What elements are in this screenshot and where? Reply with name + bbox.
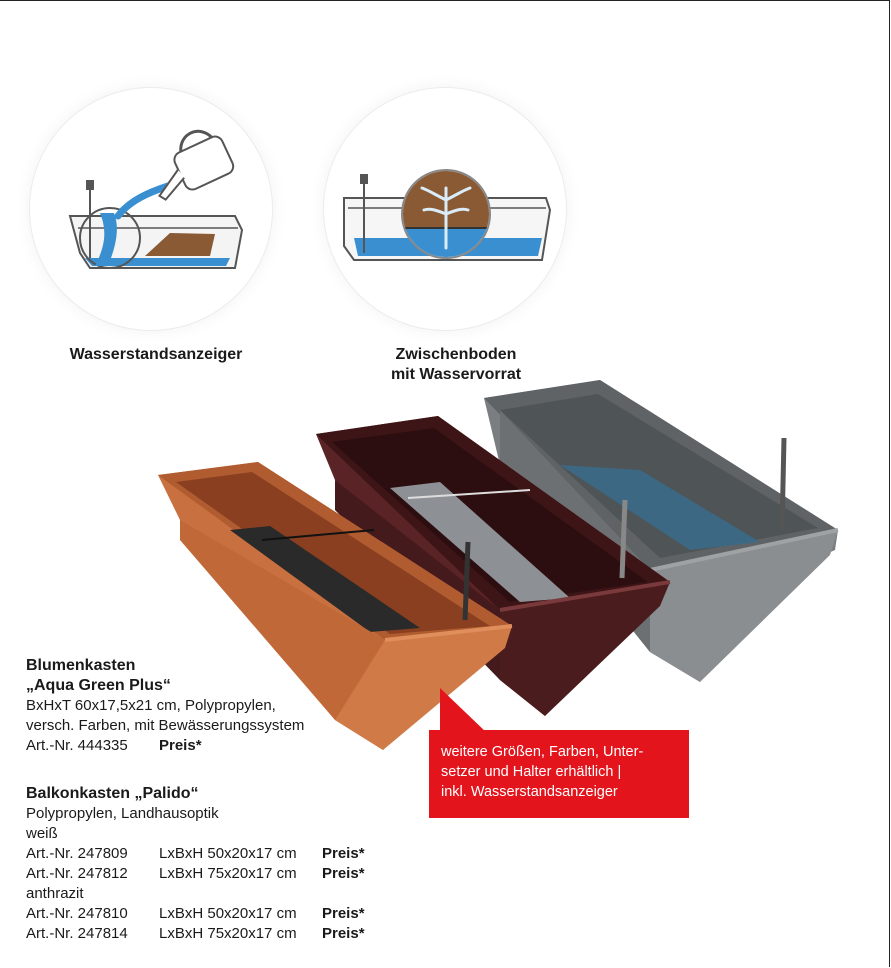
product2-color-anthracite: anthrazit	[26, 885, 84, 902]
product-palido	[26, 784, 365, 944]
variant-dims: LxBxH 75x20x17 cm	[159, 865, 297, 882]
info-badge-line1: weitere Größen, Farben, Unter-	[441, 744, 644, 760]
product1-name: „Aqua Green Plus“	[26, 677, 171, 694]
variant-dims: LxBxH 50x20x17 cm	[159, 845, 297, 862]
variant-price: Preis*	[322, 925, 365, 942]
product2-color-white: weiß	[26, 825, 58, 842]
intermediate-floor-label-line1: Zwischenboden	[395, 346, 517, 363]
product2-material: Polypropylen, Landhausoptik	[26, 805, 219, 822]
product1-price: Preis*	[159, 737, 202, 754]
product1-category: Blumenkasten	[26, 657, 136, 674]
product2-variant-row	[26, 924, 365, 944]
product2-title: Balkonkasten „Palido“	[26, 785, 199, 802]
info-badge-line3: inkl. Wasserstandsanzeiger	[441, 784, 618, 800]
variant-artnr: Art.-Nr. 247814	[26, 925, 128, 942]
intermediate-floor-illustration	[324, 88, 566, 330]
intermediate-floor-label-line2: mit Wasservorrat	[390, 366, 522, 383]
water-level-illustration	[30, 88, 272, 330]
product1-article-row	[26, 736, 304, 756]
variant-price: Preis*	[322, 905, 365, 922]
info-badge-line2: setzer und Halter erhältlich |	[441, 764, 622, 780]
product1-artnr: Art.-Nr. 444335	[26, 737, 128, 754]
variant-artnr: Art.-Nr. 247812	[26, 865, 128, 882]
water-level-label: Wasserstandsanzeiger	[69, 346, 243, 363]
variant-dims: LxBxH 75x20x17 cm	[159, 925, 297, 942]
water-level-caption	[40, 345, 272, 365]
variant-artnr: Art.-Nr. 247809	[26, 845, 128, 862]
product-aqua-green-plus	[26, 656, 304, 756]
variant-price: Preis*	[322, 865, 365, 882]
info-badge-pointer	[440, 688, 488, 734]
info-badge	[429, 730, 689, 818]
variant-artnr: Art.-Nr. 247810	[26, 905, 128, 922]
product1-spec: BxHxT 60x17,5x21 cm, Polypropylen,	[26, 697, 276, 714]
product2-variant-row	[26, 844, 365, 864]
product2-variant-row	[26, 864, 365, 884]
variant-dims: LxBxH 50x20x17 cm	[159, 905, 297, 922]
product1-desc: versch. Farben, mit Bewässerungssystem	[26, 717, 305, 734]
variant-price: Preis*	[322, 845, 365, 862]
product2-variant-row	[26, 904, 365, 924]
